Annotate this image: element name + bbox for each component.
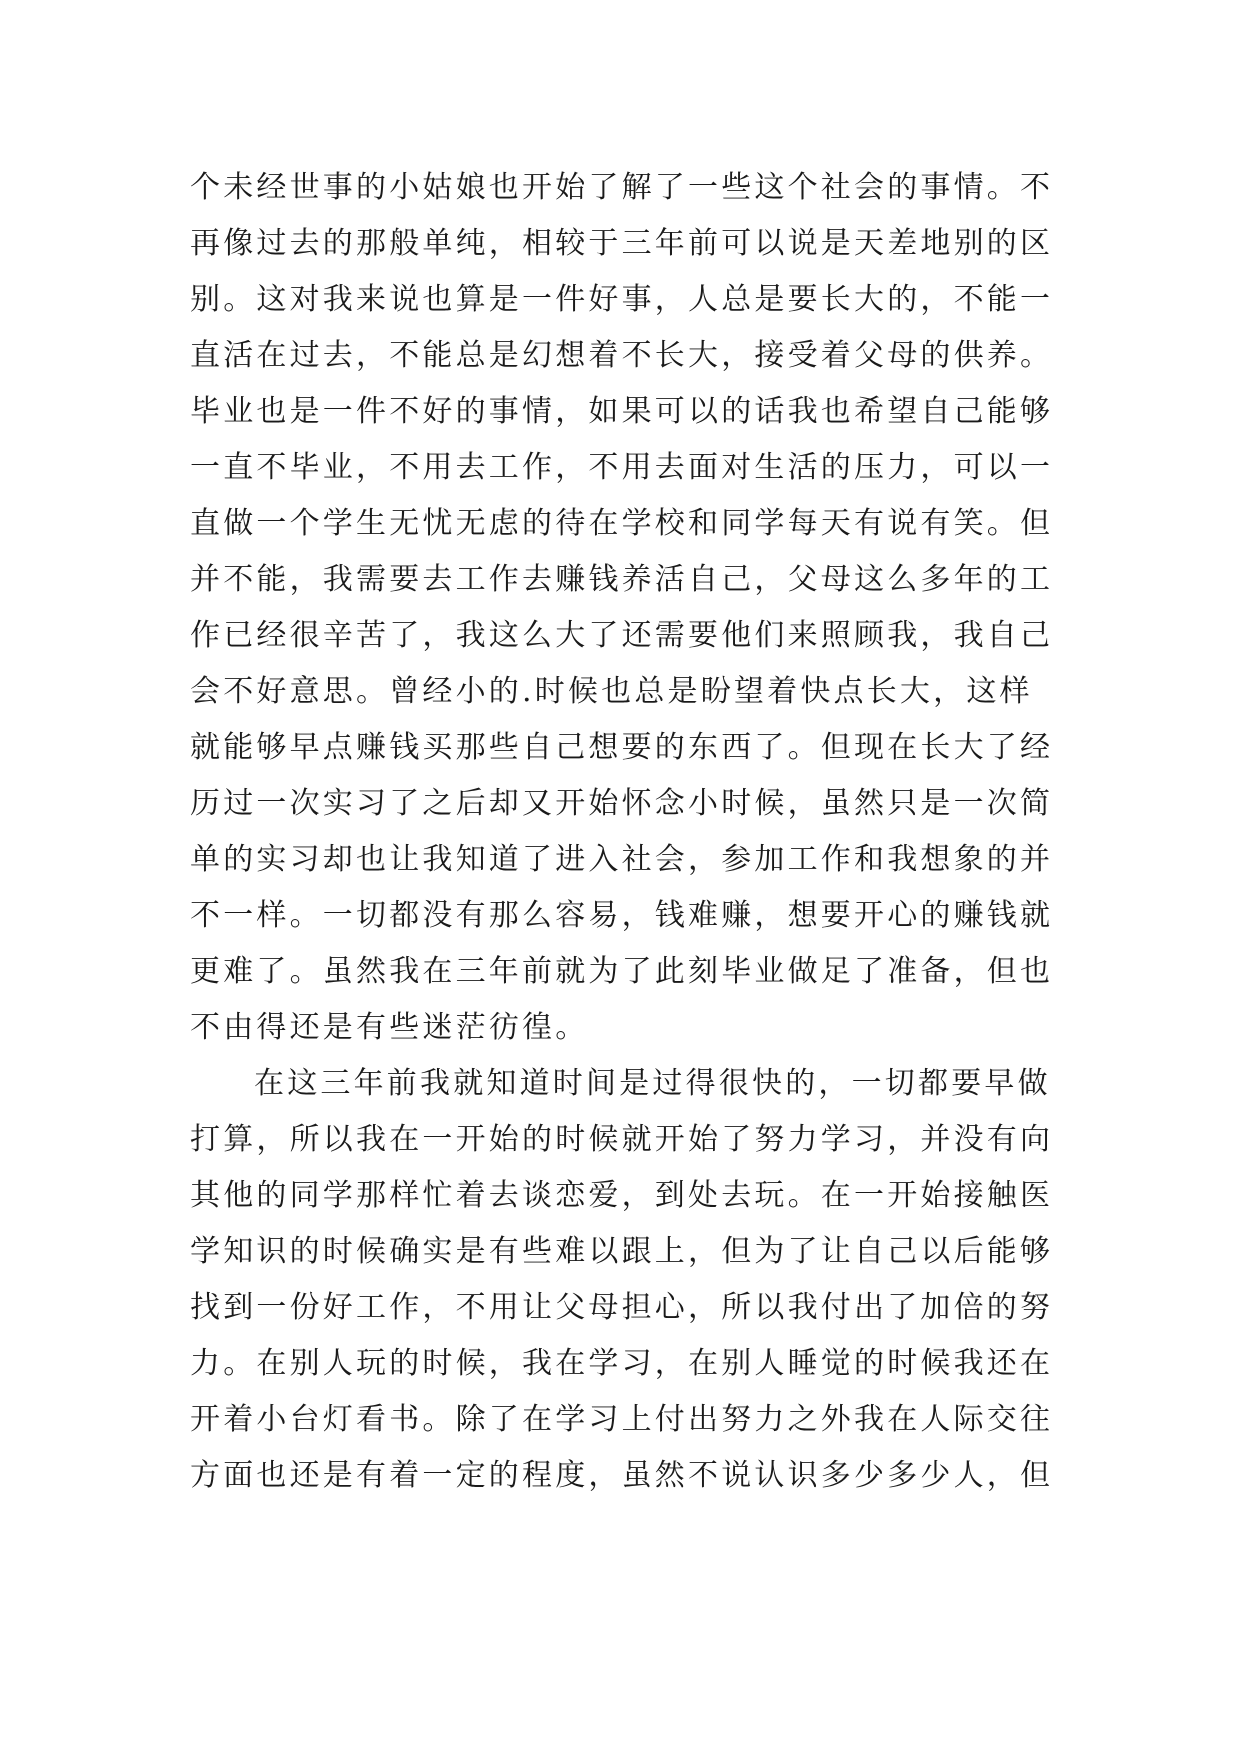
text-line: 作已经很辛苦了，我这么大了还需要他们来照顾我，我自己	[190, 618, 1054, 653]
text-line: 单的实习却也让我知道了进入社会，参加工作和我想象的并	[190, 842, 1054, 877]
text-line: 别。这对我来说也算是一件好事，人总是要长大的，不能一	[190, 282, 1054, 317]
text-line: 方面也还是有着一定的程度，虽然不说认识多少多少人，但	[190, 1458, 1054, 1493]
text-line: 并不能，我需要去工作去赚钱养活自己，父母这么多年的工	[190, 562, 1054, 597]
text-line: 直做一个学生无忧无虑的待在学校和同学每天有说有笑。但	[190, 506, 1054, 541]
text-line: 打算，所以我在一开始的时候就开始了努力学习，并没有向	[190, 1122, 1054, 1157]
text-line: 一直不毕业，不用去工作，不用去面对生活的压力，可以一	[190, 450, 1054, 485]
text-line: 就能够早点赚钱买那些自己想要的东西了。但现在长大了经	[190, 730, 1054, 765]
text-line: 毕业也是一件不好的事情，如果可以的话我也希望自己能够	[190, 394, 1054, 429]
text-line: 历过一次实习了之后却又开始怀念小时候，虽然只是一次简	[190, 786, 1054, 821]
text-line: 其他的同学那样忙着去谈恋爱，到处去玩。在一开始接触医	[190, 1178, 1054, 1213]
paragraph-2	[190, 1056, 1054, 1504]
text-line: 学知识的时候确实是有些难以跟上，但为了让自己以后能够	[190, 1234, 1054, 1269]
text-line: 更难了。虽然我在三年前就为了此刻毕业做足了准备，但也	[190, 954, 1054, 989]
text-line: 不由得还是有些迷茫彷徨。	[190, 1010, 589, 1045]
text-line: 不一样。一切都没有那么容易，钱难赚，想要开心的赚钱就	[190, 898, 1054, 933]
paragraph-1	[190, 160, 1054, 1056]
document-body	[190, 160, 1054, 1504]
text-line: 直活在过去，不能总是幻想着不长大，接受着父母的供养。	[190, 338, 1054, 373]
text-line: 力。在别人玩的时候，我在学习，在别人睡觉的时候我还在	[190, 1346, 1054, 1381]
text-line: 找到一份好工作，不用让父母担心，所以我付出了加倍的努	[190, 1290, 1054, 1325]
text-line: 开着小台灯看书。除了在学习上付出努力之外我在人际交往	[190, 1402, 1054, 1437]
text-line-indented: 在这三年前我就知道时间是过得很快的，一切都要早做	[254, 1066, 1051, 1101]
text-line: 会不好意思。曾经小的.时候也总是盼望着快点长大，这样	[190, 674, 1033, 709]
text-line: 再像过去的那般单纯，相较于三年前可以说是天差地别的区	[190, 226, 1054, 261]
text-line: 个未经世事的小姑娘也开始了解了一些这个社会的事情。不	[190, 170, 1054, 205]
